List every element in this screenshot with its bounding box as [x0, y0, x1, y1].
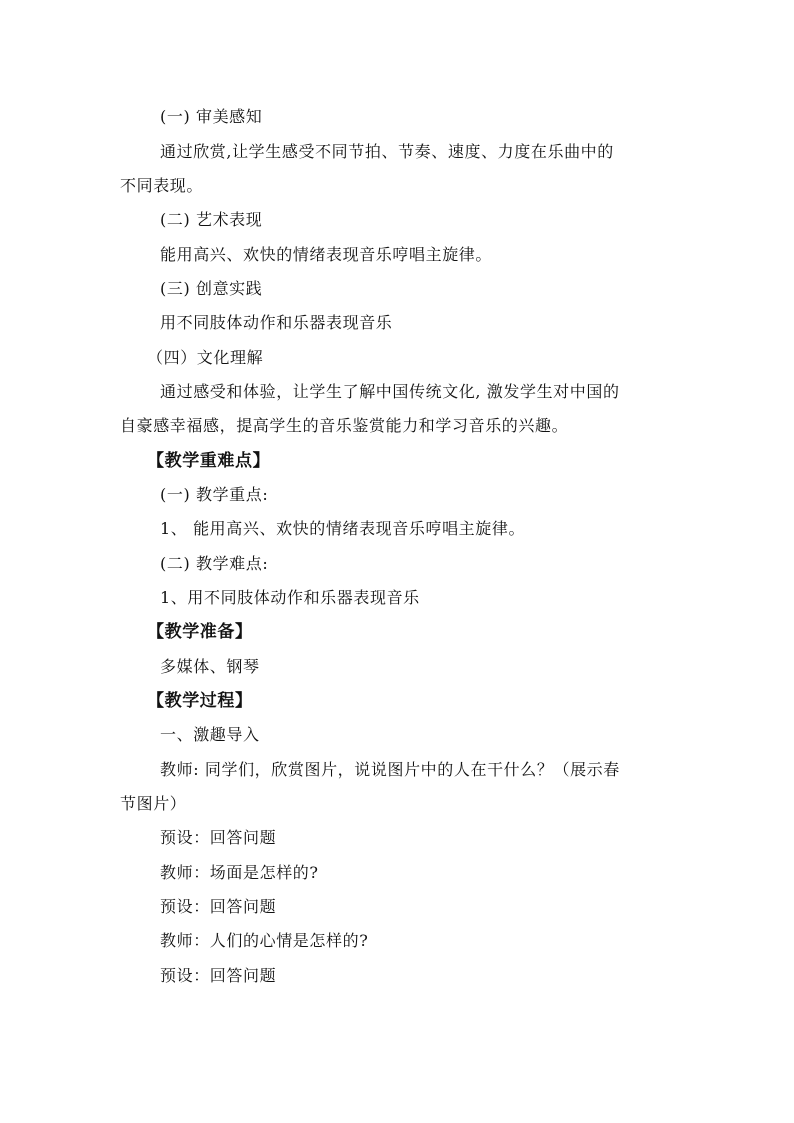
paragraph-line: 能用高兴、欢快的情绪表现音乐哼唱主旋律。	[160, 245, 493, 264]
list-item: 1、 能用高兴、欢快的情绪表现音乐哼唱主旋律。	[160, 519, 526, 538]
paragraph-line: 预设：回答问题	[160, 897, 277, 916]
paragraph-line: 预设：回答问题	[160, 966, 277, 985]
paragraph-line: 自豪感幸福感，提高学生的音乐鉴赏能力和学习音乐的兴趣。	[120, 416, 569, 435]
list-item: 1、用不同肢体动作和乐器表现音乐	[160, 588, 420, 607]
subheading-intro: 一、激趣导入	[160, 725, 260, 744]
subheading-difficult-points: (二) 教学难点:	[160, 554, 269, 573]
section-heading-creative: (三) 创意实践	[160, 279, 263, 298]
paragraph-line: 教师: 同学们，欣赏图片，说说图片中的人在干什么？（展示春	[160, 760, 620, 779]
paragraph-line: 多媒体、钢琴	[160, 657, 260, 676]
paragraph-line: 教师：人们的心情是怎样的?	[160, 931, 369, 950]
paragraph-line: 通过感受和体验，让学生了解中国传统文化, 激发学生对中国的	[160, 382, 620, 401]
paragraph-line: 教师：场面是怎样的?	[160, 863, 319, 882]
subheading-key-points: (一) 教学重点:	[160, 485, 269, 504]
paragraph-line: 不同表现。	[120, 176, 204, 195]
heading-process: 【教学过程】	[147, 691, 253, 711]
section-heading-aesthetic: (一) 审美感知	[160, 107, 263, 126]
paragraph-line: 预设：回答问题	[160, 828, 277, 847]
paragraph-line: 通过欣赏,让学生感受不同节拍、节奏、速度、力度在乐曲中的	[160, 142, 614, 161]
heading-key-difficult-points: 【教学重难点】	[147, 451, 271, 471]
section-heading-culture: （四）文化理解	[147, 348, 264, 367]
paragraph-line: 用不同肢体动作和乐器表现音乐	[160, 313, 393, 332]
heading-preparation: 【教学准备】	[147, 622, 253, 642]
paragraph-line: 节图片）	[120, 794, 187, 813]
section-heading-art: (二) 艺术表现	[160, 210, 263, 229]
